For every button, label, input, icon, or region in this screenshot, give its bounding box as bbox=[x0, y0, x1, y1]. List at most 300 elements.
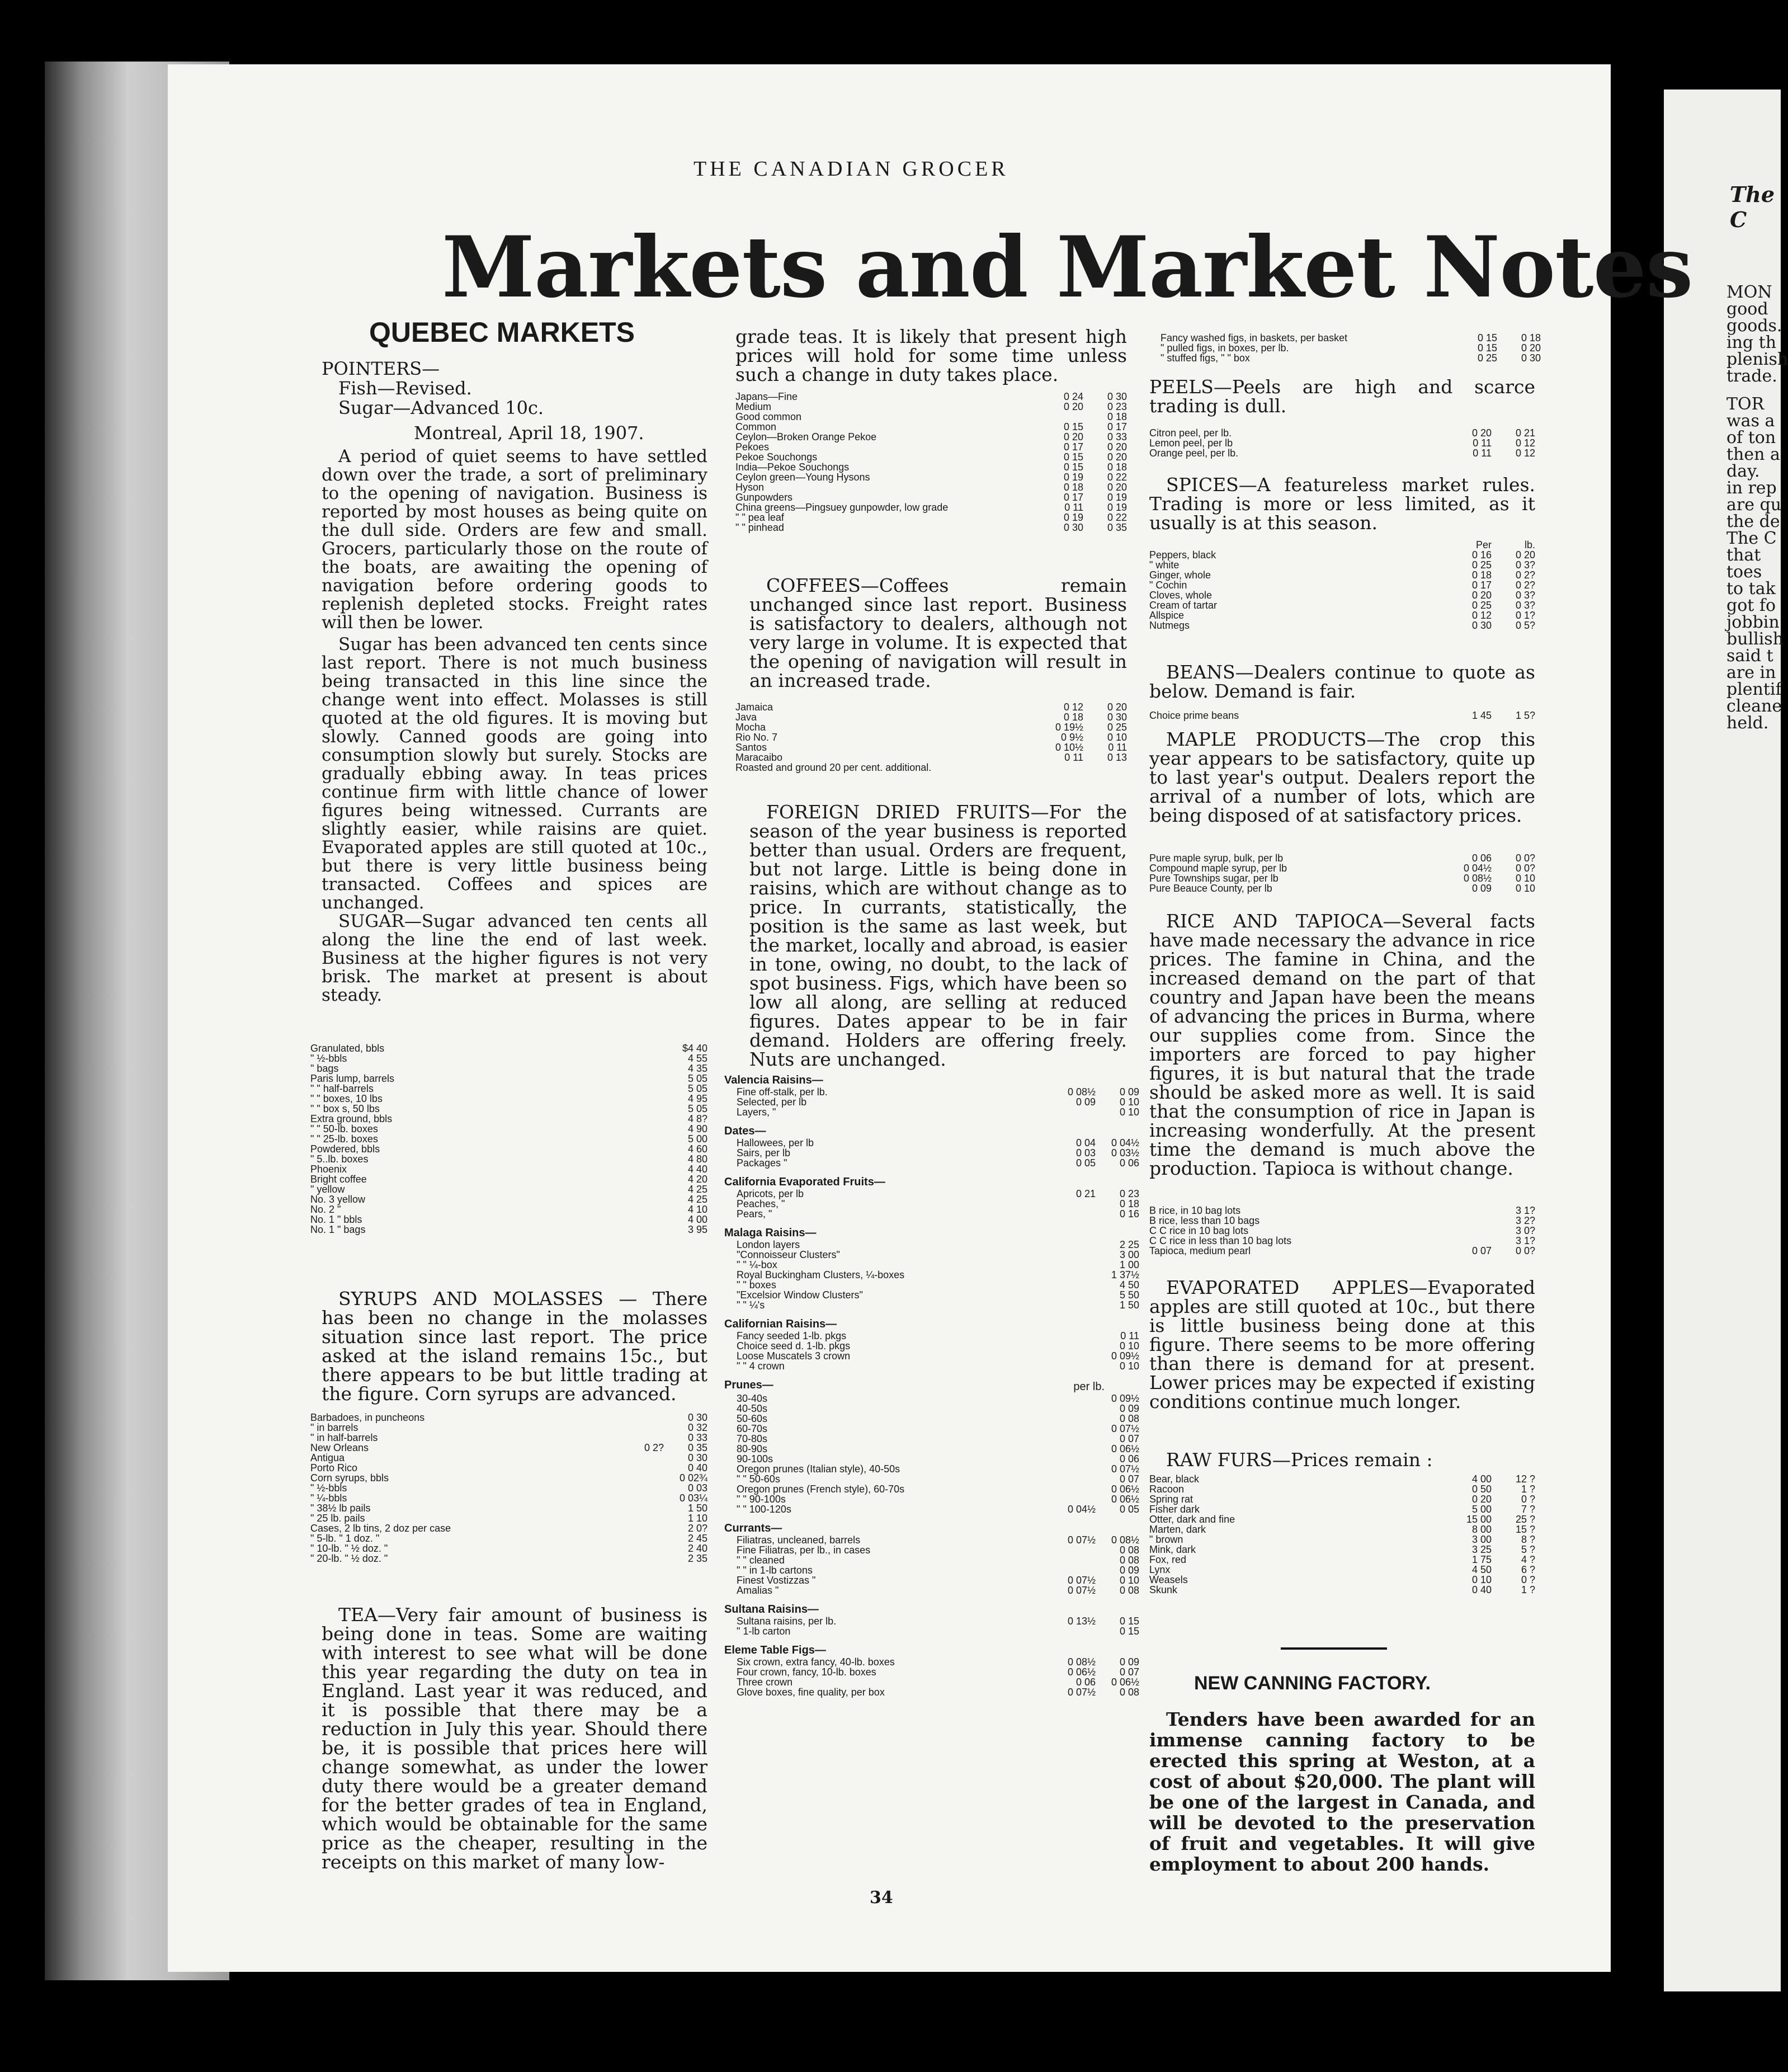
item-name: Glove boxes, fine quality, per box bbox=[737, 1687, 885, 1698]
price-low bbox=[1052, 1494, 1096, 1504]
facing-page-line: that bbox=[1726, 545, 1761, 565]
price-high: 0 30 bbox=[1107, 391, 1127, 402]
price-high: 0 0? bbox=[1515, 863, 1535, 874]
book-gutter bbox=[1616, 56, 1661, 2003]
item-name: Citron peel, per lb. bbox=[1149, 427, 1232, 439]
item-name: Fine Filiatras, per lb., in cases bbox=[737, 1544, 871, 1556]
price-high: 0 1? bbox=[1515, 610, 1535, 621]
fruit-price-row bbox=[737, 1341, 1139, 1351]
facing-page-line: MON bbox=[1726, 282, 1772, 302]
fruit-price-row bbox=[737, 1575, 1139, 1585]
quebec-markets-heading: QUEBEC MARKETS bbox=[369, 317, 635, 348]
peel_prices-row bbox=[1149, 428, 1535, 438]
item-name: Ceylon—Broken Orange Pekoe bbox=[735, 431, 877, 442]
price-high: 4 20 bbox=[687, 1174, 707, 1185]
item-name: " " pea leaf bbox=[735, 512, 784, 523]
price-high: 1 ? bbox=[1521, 1484, 1535, 1495]
price-high: 0 10 bbox=[1515, 873, 1535, 884]
price-low: 3 25 bbox=[1471, 1544, 1492, 1555]
price-low bbox=[1052, 1434, 1096, 1444]
sugar_prices-row bbox=[310, 1204, 707, 1214]
price-high: 0 25 bbox=[1107, 722, 1127, 733]
price-high: 0 02¾ bbox=[679, 1472, 707, 1484]
fruit-price-row bbox=[737, 1148, 1139, 1158]
item-name: Pure Townships sugar, per lb bbox=[1149, 873, 1279, 884]
spice_prices-row bbox=[1149, 560, 1535, 570]
item-name: Java bbox=[735, 712, 757, 723]
item-name: London layers bbox=[737, 1239, 800, 1250]
price-low: 0 17 bbox=[1471, 580, 1492, 591]
coffee_prices-row bbox=[735, 752, 1127, 762]
price-low: 0 21 bbox=[1075, 1188, 1096, 1199]
price-low: 0 11 bbox=[1473, 448, 1492, 459]
item-name: " " 4 crown bbox=[737, 1360, 785, 1372]
item-name: Spring rat bbox=[1149, 1494, 1193, 1505]
price-high: 4 ? bbox=[1521, 1554, 1535, 1565]
facing-page-line: TOR bbox=[1726, 394, 1765, 414]
price-high: 4 90 bbox=[687, 1123, 707, 1134]
price-high: 0 10 bbox=[1515, 883, 1535, 894]
fruit-group-label: Malaga Raisins— bbox=[724, 1227, 817, 1239]
price-low: 5 00 bbox=[1471, 1504, 1492, 1515]
price-low bbox=[620, 1164, 664, 1174]
price-low bbox=[620, 1084, 664, 1094]
item-name: Apricots, per lb bbox=[737, 1188, 804, 1199]
item-name: Pekoes bbox=[735, 441, 770, 453]
fruit-group-label: Prunes— bbox=[724, 1379, 773, 1391]
tea_prices-row bbox=[735, 522, 1127, 533]
item-name: 70-80s bbox=[737, 1433, 768, 1444]
price-high: 0 3? bbox=[1515, 600, 1535, 611]
price-low: 0 10½ bbox=[1055, 742, 1083, 753]
coffee_prices-row bbox=[735, 702, 1127, 712]
sugar_prices-row bbox=[310, 1104, 707, 1114]
facing-page-line: day. bbox=[1726, 462, 1760, 481]
syrup-price-table bbox=[310, 1412, 707, 1564]
price-low: 3 00 bbox=[1471, 1534, 1492, 1545]
price-high: 1 37½ bbox=[1111, 1269, 1139, 1280]
item-name: " " 90-100s bbox=[737, 1494, 786, 1505]
dried-fruit-price-table bbox=[724, 1074, 1139, 1698]
item-name: B rice, less than 10 bags bbox=[1149, 1215, 1260, 1226]
price-low bbox=[620, 1423, 664, 1433]
coffee_prices-row bbox=[735, 732, 1127, 742]
item-name: " " box s, 50 lbs bbox=[310, 1103, 380, 1114]
tea_prices-row bbox=[735, 462, 1127, 472]
page-number: 34 bbox=[870, 1888, 893, 1908]
price-high: 0 0? bbox=[1515, 1245, 1535, 1256]
peel_prices-row bbox=[1149, 438, 1535, 448]
item-name: Rio No. 7 bbox=[735, 732, 778, 743]
coffee_prices-row bbox=[735, 762, 1127, 773]
sugar_prices-row bbox=[310, 1225, 707, 1235]
price-high: 0 17 bbox=[1107, 421, 1127, 432]
facing-page-line: are in bbox=[1726, 663, 1776, 682]
tea_prices-row bbox=[735, 392, 1127, 402]
item-name: Fancy washed figs, in baskets, per basket bbox=[1160, 332, 1348, 343]
item-name: Bright coffee bbox=[310, 1174, 367, 1185]
furs-text: —Prices remain : bbox=[1272, 1449, 1433, 1471]
syrup_prices-row bbox=[310, 1553, 707, 1564]
fruit-price-row bbox=[737, 1393, 1139, 1404]
price-low bbox=[620, 1134, 664, 1144]
price-high: $4 40 bbox=[682, 1043, 707, 1054]
sugar_prices-row bbox=[310, 1084, 707, 1094]
item-name: 40-50s bbox=[737, 1403, 768, 1414]
item-name: No. 2 " bbox=[310, 1204, 341, 1215]
price-high: 4 50 bbox=[1119, 1279, 1139, 1291]
rice_prices-row bbox=[1149, 1205, 1535, 1216]
tea_prices-row bbox=[735, 452, 1127, 462]
fruit-group-label: California Evaporated Fruits— bbox=[724, 1176, 885, 1188]
price-low: 0 15 bbox=[1063, 421, 1083, 432]
price-high: 0 23 bbox=[1107, 401, 1127, 412]
price-low bbox=[1052, 1270, 1096, 1280]
price-high: 0 40 bbox=[687, 1462, 707, 1473]
item-name: Ceylon green—Young Hysons bbox=[735, 472, 870, 483]
price-low bbox=[1040, 412, 1083, 422]
price-low: 0 20 bbox=[1471, 1494, 1492, 1505]
item-name: " " ¼'s bbox=[737, 1299, 765, 1311]
syrup_prices-row bbox=[310, 1523, 707, 1533]
price-low: 0 15 bbox=[1477, 332, 1497, 343]
price-low: 0 40 bbox=[1471, 1584, 1492, 1595]
price-low bbox=[1052, 1545, 1096, 1555]
price-low: 0 07½ bbox=[1067, 1687, 1096, 1698]
item-name: " pulled figs, in boxes, per lb. bbox=[1160, 342, 1289, 354]
fruit-price-row bbox=[737, 1138, 1139, 1148]
item-name: Nutmegs bbox=[1149, 620, 1190, 631]
item-name: Oregon prunes (French style), 60-70s bbox=[737, 1484, 905, 1495]
fruit-price-row bbox=[737, 1687, 1139, 1697]
price-low: 0 08½ bbox=[1067, 1656, 1096, 1668]
item-name: " " ¼-box bbox=[737, 1259, 777, 1270]
item-name: Good common bbox=[735, 411, 802, 422]
price-low bbox=[620, 1463, 664, 1473]
spice_prices-row bbox=[1149, 600, 1535, 610]
item-name: China greens—Pingsuey gunpowder, low grade bbox=[735, 502, 949, 513]
price-high: 0 30 bbox=[1521, 352, 1541, 364]
price-low bbox=[1052, 1260, 1096, 1270]
syrups-heading: SYRUPS AND MOLASSES bbox=[338, 1288, 603, 1310]
page-title: Markets and Market Notes bbox=[442, 218, 1693, 317]
spice_prices-row bbox=[1149, 580, 1535, 590]
price-low bbox=[1052, 1444, 1096, 1454]
item-name: Jamaica bbox=[735, 701, 773, 713]
item-name: Sultana raisins, per lb. bbox=[737, 1616, 837, 1627]
price-high: 3 0? bbox=[1515, 1225, 1535, 1236]
price-high: 0 20 bbox=[1515, 549, 1535, 561]
price-high: 4 60 bbox=[687, 1143, 707, 1155]
bean_prices-row bbox=[1149, 710, 1535, 721]
price-high: 0 23 bbox=[1119, 1188, 1139, 1199]
price-high: 0 33 bbox=[687, 1432, 707, 1443]
item-name: Peaches, " bbox=[737, 1198, 785, 1209]
item-name: 80-90s bbox=[737, 1443, 768, 1454]
maple_prices-row bbox=[1149, 883, 1535, 893]
price-low: 0 03 bbox=[1075, 1147, 1096, 1159]
price-low: 0 19 bbox=[1063, 472, 1083, 483]
price-low: 0 07½ bbox=[1067, 1575, 1096, 1586]
price-high: 5 05 bbox=[687, 1103, 707, 1114]
item-name: Japans—Fine bbox=[735, 391, 798, 402]
price-low: 0 12 bbox=[1063, 701, 1083, 713]
item-name: Porto Rico bbox=[310, 1462, 358, 1473]
fruit-price-row bbox=[737, 1626, 1139, 1636]
price-high: 0 22 bbox=[1107, 512, 1127, 523]
price-low bbox=[1052, 1454, 1096, 1464]
pointer-item: Sugar—Advanced 10c. bbox=[338, 397, 544, 418]
price-high: 1 50 bbox=[1119, 1299, 1139, 1311]
item-name: Gunpowders bbox=[735, 492, 793, 503]
sugar-heading: SUGAR bbox=[338, 911, 404, 931]
price-low bbox=[1052, 1300, 1096, 1310]
price-low bbox=[620, 1433, 664, 1443]
item-name: C C rice in less than 10 bag lots bbox=[1149, 1235, 1292, 1246]
fruit-group-label: Valencia Raisins— bbox=[724, 1074, 823, 1086]
facing-page-line: jobbin bbox=[1726, 613, 1780, 632]
item-name: Phoenix bbox=[310, 1164, 347, 1175]
price-high: 0 08½ bbox=[1111, 1534, 1139, 1546]
price-high: 0 11 bbox=[1108, 742, 1127, 753]
price-low: 0 12 bbox=[1471, 610, 1492, 621]
price-low: 0 11 bbox=[1064, 752, 1083, 763]
price-high: 4 00 bbox=[687, 1214, 707, 1225]
price-high: 0 30 bbox=[687, 1452, 707, 1463]
fruit-price-row bbox=[737, 1535, 1139, 1545]
item-name: Barbadoes, in puncheons bbox=[310, 1412, 425, 1423]
fruit-group-label: Sultana Raisins— bbox=[724, 1603, 819, 1616]
item-name: C C rice in 10 bag lots bbox=[1149, 1225, 1249, 1236]
price-high: 0 04½ bbox=[1111, 1137, 1139, 1148]
item-name: Powdered, bbls bbox=[310, 1143, 380, 1155]
price-high: 0 ? bbox=[1521, 1494, 1535, 1505]
maple_prices-row bbox=[1149, 873, 1535, 883]
fruit-price-row bbox=[737, 1424, 1139, 1434]
item-name: Filiatras, uncleaned, barrels bbox=[737, 1534, 861, 1546]
spices-text: —A featureless market rules. Trading is more or less limited, as it usually is at this season. bbox=[1149, 474, 1535, 534]
price-low: 0 07½ bbox=[1067, 1585, 1096, 1596]
item-name: Lynx bbox=[1149, 1564, 1171, 1575]
price-low bbox=[620, 1473, 664, 1483]
item-name: Hallowees, per lb bbox=[737, 1137, 814, 1148]
facing-page-line: then a bbox=[1726, 445, 1780, 464]
item-name: " 20-lb. " ½ doz. " bbox=[310, 1553, 388, 1564]
price-low bbox=[620, 1174, 664, 1184]
beans-heading: BEANS bbox=[1166, 661, 1235, 683]
price-low: 0 06 bbox=[1471, 853, 1492, 864]
price-low: 0 24 bbox=[1063, 391, 1083, 402]
rice_prices-row bbox=[1149, 1226, 1535, 1236]
sugar_prices-row bbox=[310, 1134, 707, 1144]
price-high: 0 32 bbox=[687, 1422, 707, 1433]
item-name: " Cochin bbox=[1149, 580, 1187, 591]
facing-page-line: toes bbox=[1726, 562, 1762, 582]
peels-heading: PEELS bbox=[1149, 376, 1214, 398]
item-name: Bear, black bbox=[1149, 1473, 1200, 1485]
price-low bbox=[620, 1144, 664, 1154]
fruit-price-row bbox=[737, 1260, 1139, 1270]
price-low: 0 17 bbox=[1063, 441, 1083, 453]
price-low: 0 19 bbox=[1063, 512, 1083, 523]
price-low: 0 15 bbox=[1477, 342, 1497, 354]
fruit-price-row bbox=[737, 1667, 1139, 1677]
syrup_prices-row bbox=[310, 1543, 707, 1553]
price-low bbox=[1052, 1393, 1096, 1404]
price-low bbox=[1448, 1205, 1492, 1216]
price-high: 0 21 bbox=[1515, 427, 1535, 439]
item-name: " 25 lb. pails bbox=[310, 1513, 365, 1524]
fruit-price-row bbox=[737, 1545, 1139, 1555]
price-low bbox=[620, 1094, 664, 1104]
price-high: 0 13 bbox=[1107, 752, 1127, 763]
price-high: 5 ? bbox=[1521, 1544, 1535, 1555]
spice_prices-row bbox=[1149, 540, 1535, 550]
bean-price-table bbox=[1149, 710, 1535, 721]
price-high: 0 08 bbox=[1119, 1544, 1139, 1556]
fruit-price-row bbox=[737, 1454, 1139, 1464]
fruits-text: —For the season of the year business is reported better than usual. Orders are frequent, but not large. Little is being done in raisins, which are without change as to price. In currants, statistically, the position is the same as last week, but the market, locally and abroad, is easier in tone, owing, no doubt, to the lack of spot business. Figs, which have been so low all along, are selling at reduced figures. Dates appear to be in fair demand. Holders are offering freely. Nuts are unchanged. bbox=[749, 801, 1127, 1070]
price-low bbox=[1448, 1216, 1492, 1226]
item-name: Orange peel, per lb. bbox=[1149, 448, 1239, 459]
price-high: 0 03¼ bbox=[679, 1492, 707, 1504]
price-high: 0 30 bbox=[1107, 712, 1127, 723]
fruit-price-row bbox=[737, 1484, 1139, 1494]
price-high: 5 00 bbox=[687, 1133, 707, 1145]
tea_prices-row bbox=[735, 472, 1127, 482]
price-high: 5 05 bbox=[687, 1073, 707, 1084]
item-name: B rice, in 10 bag lots bbox=[1149, 1205, 1241, 1216]
price-high: 0 15 bbox=[1119, 1616, 1139, 1627]
fruit-price-row bbox=[737, 1351, 1139, 1361]
price-low bbox=[1052, 1464, 1096, 1474]
item-name: " " 25-lb. boxes bbox=[310, 1133, 378, 1145]
price-high: 0 2? bbox=[1515, 580, 1535, 591]
item-name: " " 50-60s bbox=[737, 1473, 780, 1485]
maple_prices-row bbox=[1149, 863, 1535, 873]
price-high: 0 08 bbox=[1119, 1555, 1139, 1566]
item-name: Cases, 2 lb tins, 2 doz per case bbox=[310, 1523, 451, 1534]
price-high: 0 2? bbox=[1515, 569, 1535, 581]
price-high: 0 5? bbox=[1515, 620, 1535, 631]
furs-heading: RAW FURS bbox=[1166, 1449, 1272, 1471]
item-name: "Connoisseur Clusters" bbox=[737, 1249, 840, 1260]
summary-paragraph: Sugar has been advanced ten cents since last report. There is not much business being transacted in this line since the change went into effect. Molasses is still quoted at the old figures. It is moving but slowly. Canned goods are going into consumption slowly but surely. Stocks are gradually ebbing away. In teas prices continue firm with little chance of lower figures being witnessed. Currants are slightly easier, while raisins are quiet. Evaporated apples are still quoted at 10c., but there is very little business being transacted. Coffees and spices are unchanged. bbox=[322, 634, 707, 913]
price-high: 0 09 bbox=[1119, 1403, 1139, 1414]
fur_prices-row bbox=[1149, 1575, 1535, 1585]
price-high: 0 10 bbox=[1119, 1106, 1139, 1118]
price-low: 0 30 bbox=[1063, 522, 1083, 533]
rice_prices-row bbox=[1149, 1216, 1535, 1226]
price-high: 0 06½ bbox=[1111, 1677, 1139, 1688]
price-high: 0 07½ bbox=[1111, 1463, 1139, 1475]
price-low: 1 75 bbox=[1471, 1554, 1492, 1565]
price-high: 0 20 bbox=[1107, 482, 1127, 493]
item-name: Compound maple syrup, per lb bbox=[1149, 863, 1287, 874]
price-high: 0 22 bbox=[1107, 472, 1127, 483]
price-high: 1 00 bbox=[1119, 1259, 1139, 1270]
price-high: 0 15 bbox=[1119, 1626, 1139, 1637]
item-name: " " cleaned bbox=[737, 1555, 785, 1566]
coffees-heading: COFFEES bbox=[766, 574, 861, 596]
price-low bbox=[1040, 762, 1083, 773]
item-name: Finest Vostizzas " bbox=[737, 1575, 816, 1586]
facing-page-line: cleane bbox=[1726, 696, 1782, 716]
maple_prices-row bbox=[1149, 853, 1535, 863]
canning-text: Tenders have been awarded for an immense canning factory to be erected this spring at Weston, at a cost of about $20,000. The plant will be one of the largest in Canada, and will be devoted to the preservation of fruit and vegetables. It will give employment to about 200 hands. bbox=[1149, 1708, 1535, 1875]
item-name: Pure maple syrup, bulk, per lb bbox=[1149, 853, 1284, 864]
item-name: 50-60s bbox=[737, 1413, 768, 1424]
price-low: 0 07 bbox=[1471, 1245, 1492, 1256]
fruit-price-row bbox=[737, 1270, 1139, 1280]
price-high: 4 25 bbox=[687, 1194, 707, 1205]
price-high: 0 20 bbox=[1107, 701, 1127, 713]
item-name: Lemon peel, per lb bbox=[1149, 437, 1233, 449]
price-low bbox=[620, 1043, 664, 1053]
price-high: 0 0? bbox=[1515, 853, 1535, 864]
intro-paragraph: A period of quiet seems to have settled down over the trade, a sort of preliminary to the opening of navigation. Business is reported by most houses as being quite on the dull side. Orders are few and small. Grocers, particularly those on the route of the boats, are awaiting the opening of navigation before ordering goods to replenish depleted stocks. Freight rates will then be lower. bbox=[322, 446, 707, 633]
spices-heading: SPICES bbox=[1166, 474, 1239, 496]
facing-page-line: of ton bbox=[1726, 428, 1776, 448]
sugar_prices-row bbox=[310, 1043, 707, 1053]
fruit-price-row bbox=[737, 1209, 1139, 1219]
price-low bbox=[620, 1104, 664, 1114]
item-name: " ½-bbls bbox=[310, 1482, 347, 1494]
price-high: 3 1? bbox=[1515, 1235, 1535, 1246]
price-low bbox=[1052, 1351, 1096, 1361]
price-low: 0 18 bbox=[1063, 482, 1083, 493]
coffee-price-table bbox=[735, 702, 1127, 773]
item-name: India—Pekoe Souchongs bbox=[735, 462, 850, 473]
item-name: Fancy seeded 1-lb. pkgs bbox=[737, 1330, 847, 1341]
item-name: Fisher dark bbox=[1149, 1504, 1200, 1515]
tea_prices-row bbox=[735, 502, 1127, 512]
tea-price-table bbox=[735, 392, 1127, 533]
item-name: Mink, dark bbox=[1149, 1544, 1196, 1555]
tea_prices-row bbox=[735, 512, 1127, 522]
price-low: 0 30 bbox=[1471, 620, 1492, 631]
item-name: New Orleans bbox=[310, 1442, 369, 1453]
price-low bbox=[1052, 1565, 1096, 1575]
facing-page-line: ing th bbox=[1726, 333, 1777, 352]
item-name: Ginger, whole bbox=[1149, 569, 1211, 581]
item-name: Otter, dark and fine bbox=[1149, 1514, 1235, 1525]
price-high: 0 35 bbox=[1107, 522, 1127, 533]
rice-text: —Several facts have made necessary the advance in rice prices. The famine in China, and the increased demand on the part of that country and Japan have been the means of advancing the prices in Burma, where our supplies come from. Since the importers are forced to pay higher figures, it is but natural that the trade should be asked more as well. It is said that the consumption of rice in Japan is increasing wonderfully. At the present time the demand is much above the production. Tapioca is without change. bbox=[1149, 910, 1535, 1179]
item-name: Cloves, whole bbox=[1149, 590, 1213, 601]
price-low: 0 9½ bbox=[1060, 732, 1083, 743]
sugar_prices-row bbox=[310, 1194, 707, 1204]
price-low bbox=[1052, 1250, 1096, 1260]
price-high: 0 07½ bbox=[1111, 1423, 1139, 1434]
price-high: 0 3? bbox=[1515, 590, 1535, 601]
item-name: Selected, per lb bbox=[737, 1096, 807, 1108]
price-low bbox=[620, 1483, 664, 1493]
item-name: " yellow bbox=[310, 1184, 345, 1195]
item-name: " " in 1-lb cartons bbox=[737, 1565, 813, 1576]
price-low: 0 17 bbox=[1063, 492, 1083, 503]
running-head: THE CANADIAN GROCER bbox=[694, 157, 1009, 181]
fig_prices-row bbox=[1160, 343, 1541, 353]
item-name: " " pinhead bbox=[735, 522, 784, 533]
tea_prices-row bbox=[735, 412, 1127, 422]
item-name: Choice prime beans bbox=[1149, 710, 1239, 721]
facing-page-line: trade. bbox=[1726, 366, 1777, 386]
sugar_prices-row bbox=[310, 1094, 707, 1104]
price-high: 0 05 bbox=[1119, 1504, 1139, 1515]
price-low bbox=[1052, 1331, 1096, 1341]
item-name: " ¼-bbls bbox=[310, 1492, 347, 1504]
